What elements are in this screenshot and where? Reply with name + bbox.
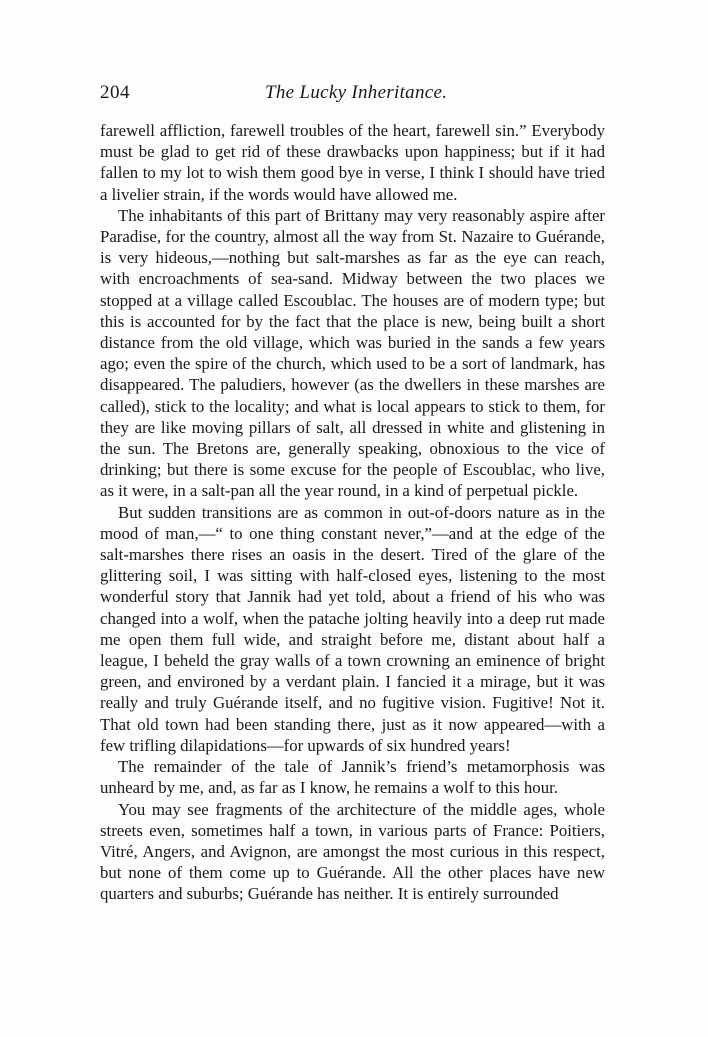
paragraph: The inhabitants of this part of Brittany may very reasonably aspire after Paradise, for the country, almost all the way from St. Nazaire to Guérande, is very hideous,—nothing but salt-marshes as far as the eye can reach, with encroachments of sea-sand. Midway between the two places we stopped at a village called Escoublac. The houses are of modern type; but this is accounted for by the fact that the place is new, being built a short distance from the old village, which was buried in the sands a few years ago; even the spire of the church, which used to be a sort of landmark, has disappeared. The paludiers, however (as the dwellers in these marshes are called), stick to the locality; and what is local appears to stick to them, for they are like moving pillars of salt, all dressed in white and glistening in the sun. The Bretons are, generally speaking, obnoxious to the vice of drinking; but there is some excuse for the people of Escoublac, who live, as it were, in a salt-pan all the year round, in a kind of perpetual pickle. <box>100 205 605 501</box>
book-page <box>100 82 605 905</box>
paragraph: You may see fragments of the architecture of the middle ages, whole streets even, sometimes half a town, in various parts of France: Poitiers, Vitré, Angers, and Avignon, are amongst the most curious in this respect, but none of them come up to Guérande. All the other places have new quarters and suburbs; Guérande has neither. It is entirely surrounded <box>100 799 605 904</box>
paragraph: The remainder of the tale of Jannik’s friend’s metamorphosis was unheard by me, and, as far as I know, he remains a wolf to this hour. <box>100 757 605 798</box>
body-text <box>100 120 605 905</box>
paragraph: But sudden transitions are as common in out-of-doors nature as in the mood of man,—“ to one thing constant never,”—and at the edge of the salt-marshes there rises an oasis in the desert. Tired of the glare of the glittering soil, I was sitting with half-closed eyes, listening to the most wonderful story that Jannik had yet told, about a friend of his who was changed into a wolf, when the patache jolting heavily into a deep rut made me open them full wide, and straight before me, distant about half a league, I beheld the gray walls of a town crowning an eminence of bright green, and environed by a verdant plain. I fancied it a mirage, but it was really and truly Guérande itself, and no fugitive vision. Fugitive! Not it. That old town had been standing there, just as it now appeared—with a few trifling dilapidations—for upwards of six hundred years! <box>100 502 605 755</box>
page-header <box>100 82 605 110</box>
page-number: 204 <box>100 82 130 103</box>
paragraph: farewell affliction, farewell troubles of the heart, farewell sin.” Everybody must be glad to get rid of these drawbacks upon happiness; but if it had fallen to my lot to wish them good bye in verse, I think I should have tried a livelier strain, if the words would have allowed me. <box>100 121 605 204</box>
running-title: The Lucky Inheritance. <box>265 82 448 103</box>
